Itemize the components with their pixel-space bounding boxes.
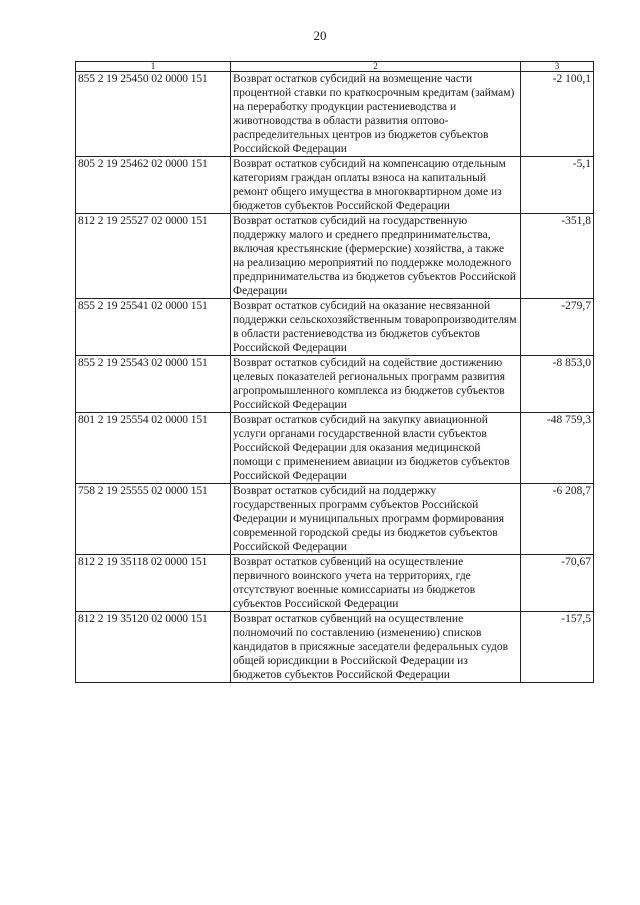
table-row [76,157,594,214]
description-cell: Возврат остатков субсидий на содействие достижению целевых показателей региональных программ развития агропромышленного комплекса из бюджетов субъектов Российской Федерации [231,356,521,413]
amount-cell: -8 853,0 [521,356,594,413]
table-row [76,612,594,683]
column-header-code: 1 [76,62,231,72]
budget-code-cell: 812 2 19 35120 02 0000 151 [76,612,231,683]
table-row [76,413,594,484]
budget-code-cell: 855 2 19 25543 02 0000 151 [76,356,231,413]
description-cell: Возврат остатков субсидий на закупку авиационной услуги органами государственной власти субъектов Российской Федерации для оказания медицинской помощи с применением авиации из бюджетов субъектов Российской Федерации [231,413,521,484]
table-row [76,484,594,555]
description-cell: Возврат остатков субсидий на поддержку государственных программ субъектов Российской Федерации и муниципальных программ формирования современной городской среды из бюджетов субъектов Российской Федерации [231,484,521,555]
description-cell: Возврат остатков субсидий на государственную поддержку малого и среднего предпринимательства, включая крестьянские (фермерские) хозяйства, а также на реализацию мероприятий по поддержке молодежного предпринимательства из бюджетов субъектов Российской Федерации [231,214,521,299]
budget-code-cell: 812 2 19 35118 02 0000 151 [76,555,231,612]
description-cell: Возврат остатков субвенций на осуществление первичного воинского учета на территориях, где отсутствуют военные комиссариаты из бюджетов субъектов Российской Федерации [231,555,521,612]
amount-cell: -70,67 [521,555,594,612]
budget-code-cell: 805 2 19 25462 02 0000 151 [76,157,231,214]
amount-cell: -5,1 [521,157,594,214]
table-row [76,214,594,299]
amount-cell: -2 100,1 [521,72,594,157]
budget-table [75,61,594,683]
amount-cell: -6 208,7 [521,484,594,555]
budget-code-cell: 855 2 19 25541 02 0000 151 [76,299,231,356]
column-header-amount: 3 [521,62,594,72]
budget-code-cell: 801 2 19 25554 02 0000 151 [76,413,231,484]
table-body [76,72,594,683]
budget-code-cell: 812 2 19 25527 02 0000 151 [76,214,231,299]
amount-cell: -48 759,3 [521,413,594,484]
table-row [76,356,594,413]
table-row [76,299,594,356]
table-row [76,555,594,612]
header-row [76,62,594,72]
budget-code-cell: 855 2 19 25450 02 0000 151 [76,72,231,157]
page-number: 20 [313,28,327,43]
description-cell: Возврат остатков субсидий на компенсацию отдельным категориям граждан оплаты взноса на капитальный ремонт общего имущества в многоквартирном доме из бюджетов субъектов Российской Федерации [231,157,521,214]
description-cell: Возврат остатков субсидий на оказание несвязанной поддержки сельскохозяйственным товаропроизводителям в области растениеводства из бюджетов субъектов Российской Федерации [231,299,521,356]
amount-cell: -279,7 [521,299,594,356]
description-cell: Возврат остатков субсидий на возмещение части процентной ставки по краткосрочным кредитам (займам) на переработку продукции растениеводства и животноводства в области развития оптово-распределительных центров из бюджетов субъектов Российской Федерации [231,72,521,157]
description-cell: Возврат остатков субвенций на осуществление полномочий по составлению (изменению) списков кандидатов в присяжные заседатели федеральных судов общей юрисдикции в Российской Федерации из бюджетов субъектов Российской Федерации [231,612,521,683]
amount-cell: -351,8 [521,214,594,299]
budget-code-cell: 758 2 19 25555 02 0000 151 [76,484,231,555]
column-header-description: 2 [231,62,521,72]
table-header [76,62,594,72]
amount-cell: -157,5 [521,612,594,683]
table-row [76,72,594,157]
